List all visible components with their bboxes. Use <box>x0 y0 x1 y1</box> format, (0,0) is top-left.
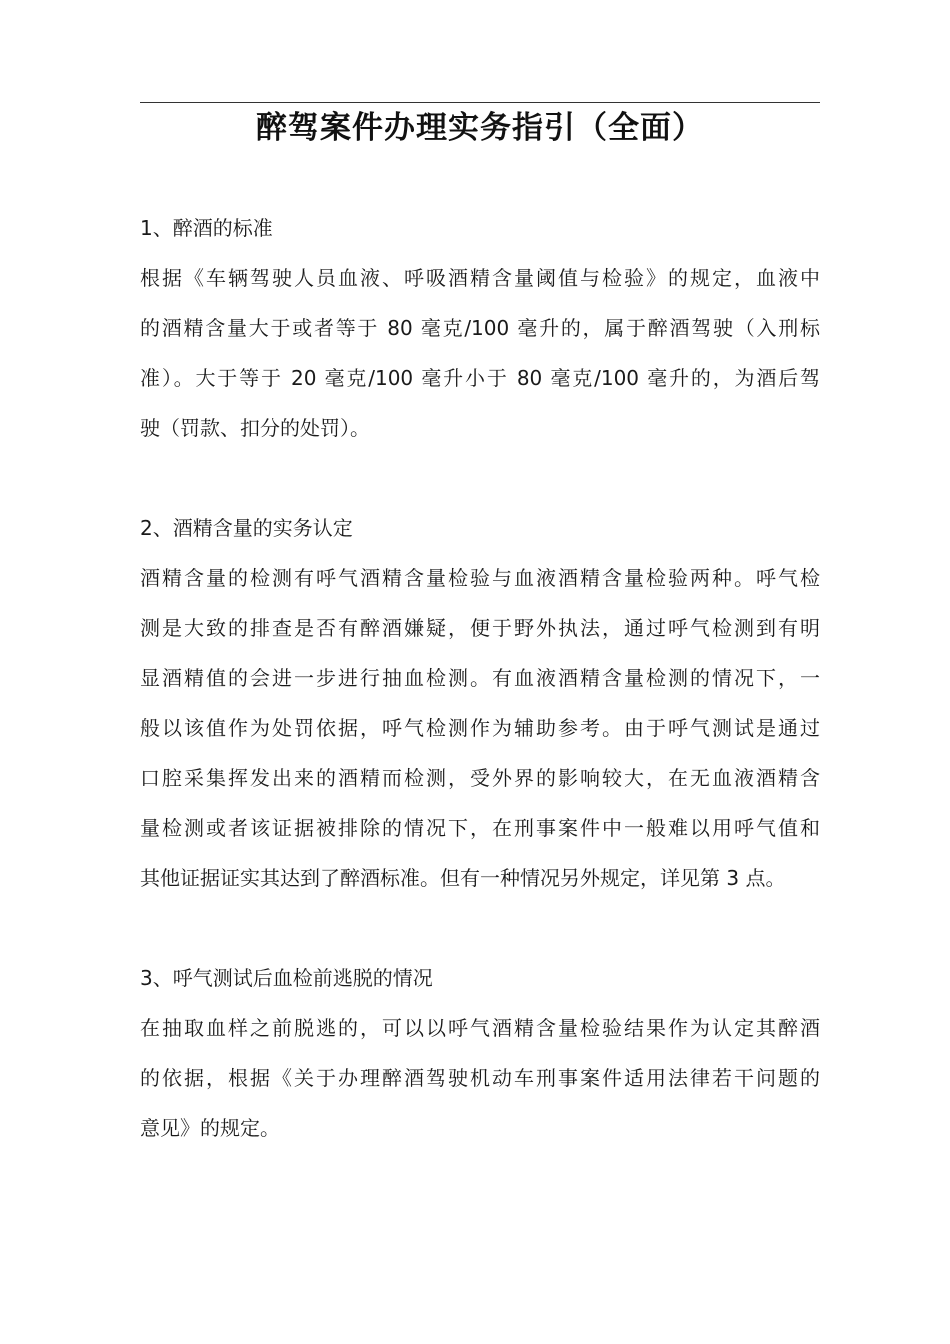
section-heading: 2、酒精含量的实务认定 <box>140 516 353 540</box>
paragraph-line: 其他证据证实其达到了醉酒标准。但有一种情况另外规定，详见第 3 点。 <box>140 866 786 890</box>
section-2 <box>140 503 820 903</box>
section-heading: 1、醉酒的标准 <box>140 216 273 240</box>
paragraph-line: 量检测或者该证据被排除的情况下，在刑事案件中一般难以用呼气值和 <box>140 816 820 840</box>
paragraph-line: 口腔采集挥发出来的酒精而检测，受外界的影响较大，在无血液酒精含 <box>140 766 820 790</box>
section-heading: 3、呼气测试后血检前逃脱的情况 <box>140 966 433 990</box>
paragraph-line: 般以该值作为处罚依据，呼气检测作为辅助参考。由于呼气测试是通过 <box>140 716 820 740</box>
paragraph-line: 在抽取血样之前脱逃的，可以以呼气酒精含量检验结果作为认定其醉酒 <box>140 1016 820 1040</box>
section-3 <box>140 953 820 1153</box>
paragraph-line: 酒精含量的检测有呼气酒精含量检验与血液酒精含量检验两种。呼气检 <box>140 566 820 590</box>
paragraph-line: 驶（罚款、扣分的处罚）。 <box>140 416 370 440</box>
paragraph-line: 意见》的规定。 <box>140 1116 280 1140</box>
paragraph-line: 准）。大于等于 20 毫克/100 毫升小于 80 毫克/100 毫升的，为酒后驾 <box>140 366 820 390</box>
paragraph-line: 的依据，根据《关于办理醉酒驾驶机动车刑事案件适用法律若干问题的 <box>140 1066 820 1090</box>
paragraph-line: 测是大致的排查是否有醉酒嫌疑，便于野外执法，通过呼气检测到有明 <box>140 616 820 640</box>
header-rule <box>140 102 820 103</box>
paragraph-line: 根据《车辆驾驶人员血液、呼吸酒精含量阈值与检验》的规定，血液中 <box>140 266 820 290</box>
paragraph-line: 的酒精含量大于或者等于 80 毫克/100 毫升的，属于醉酒驾驶（入刑标 <box>140 316 820 340</box>
section-1 <box>140 203 820 453</box>
paragraph-line: 显酒精值的会进一步进行抽血检测。有血液酒精含量检测的情况下，一 <box>140 666 820 690</box>
document-title: 醉驾案件办理实务指引（全面） <box>256 110 704 146</box>
